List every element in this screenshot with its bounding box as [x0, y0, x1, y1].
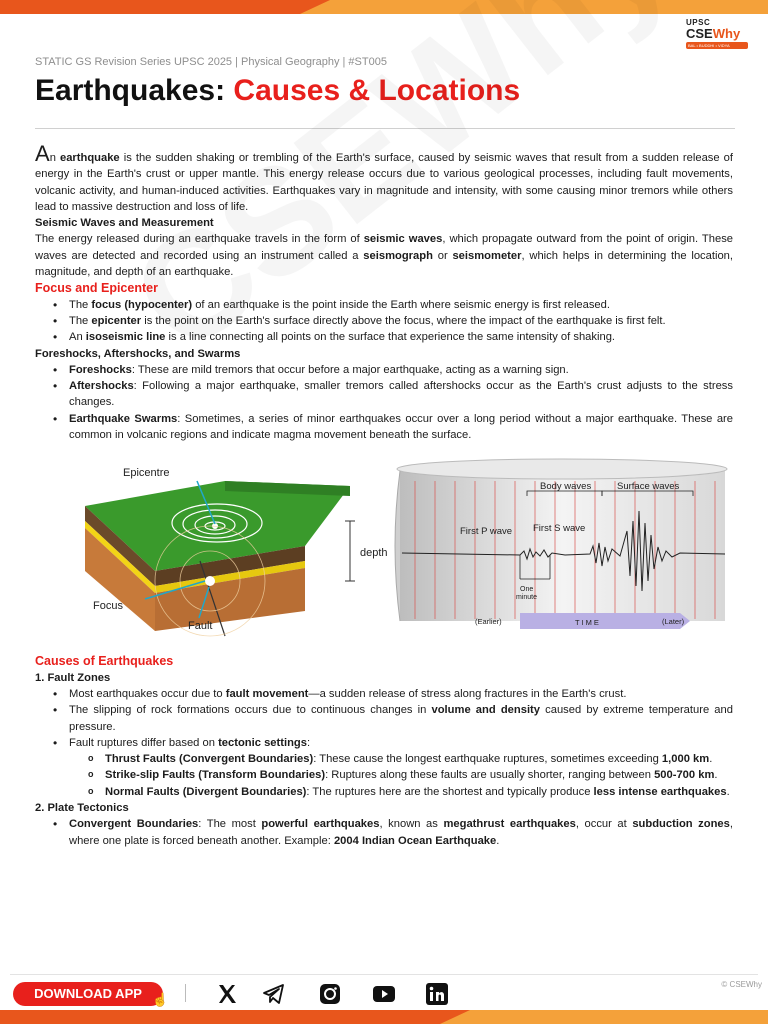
label-earlier: (Earlier) [475, 617, 502, 627]
page-title: Earthquakes: Causes & Locations [35, 74, 521, 107]
copyright-text: © CSEWhy [721, 980, 762, 989]
series-caption: STATIC GS Revision Series UPSC 2025 | Physical Geography | #ST005 [35, 56, 387, 68]
logo-wordmark: CSEWhy [686, 26, 741, 41]
instagram-icon[interactable] [318, 982, 342, 1006]
footer-divider [10, 974, 758, 975]
focus-list [69, 297, 733, 346]
title-divider [35, 128, 735, 129]
list-item: • Most earthquakes occur due to fault movement—a sudden release of stress along fractures in the Earth's crust. [69, 686, 733, 702]
download-app-button[interactable]: DOWNLOAD APP [13, 982, 163, 1006]
x-icon[interactable] [215, 982, 239, 1006]
subheading-seismic-waves: Seismic Waves and Measurement [35, 217, 214, 230]
telegram-icon[interactable] [262, 982, 286, 1006]
plate-tectonics-list [69, 816, 733, 849]
list-item: o Thrust Faults (Convergent Boundaries): These cause the longest earthquake ruptures, sometimes exceeding 1,000 km. [105, 751, 733, 767]
fault-types-sublist [105, 751, 733, 800]
label-one-minute-1: One [520, 586, 534, 594]
intro-paragraph: An earthquake is the sudden shaking or trembling of the Earth's surface, caused by seismic waves that result from a sudden release of energy in the Earth's crust or upper mantle. This energy release occurs due to various geological processes, including fault movements, volcanic activity, and human-induced activities. Earthquakes vary in magnitude and intensity, with some causing minor tremors while others lead to massive destruction and loss of life. [35, 141, 733, 213]
seismic-paragraph: The energy released during an earthquake travels in the form of seismic waves, which propagate outward from the point of origin. These waves are detected and recorded using an instrument called a seismograph or seismometer, which helps in determining the location, magnitude, and depth of an earthquake. [35, 233, 734, 279]
list-item: o Strike-slip Faults (Transform Boundaries): Ruptures along these faults are usually shorter, ranging between 500-700 km. [105, 767, 733, 783]
label-focus: Focus [93, 600, 123, 613]
list-item: • Earthquake Swarms: Sometimes, a series of minor earthquakes occur over a long period without a major earthquake. These are common in volcanic regions and indicate magma movement beneath the surface. [69, 411, 733, 444]
list-item: • Convergent Boundaries: The most powerful earthquakes, known as megathrust earthquakes, occur at subduction zones, where one plate is forced beneath another. Example: 2004 Indian Ocean Earthquake. [69, 816, 733, 849]
csewhy-logo[interactable] [686, 18, 748, 54]
list-item: • The epicenter is the point on the Earth's surface directly above the focus, where the impact of the earthquake is first felt. [69, 313, 733, 329]
linkedin-icon[interactable] [425, 982, 449, 1006]
shocks-list [69, 362, 733, 443]
label-body-waves: Body waves [540, 481, 592, 493]
label-first-p-wave: First P wave [460, 526, 513, 538]
list-item: • Foreshocks: These are mild tremors that occur before a major earthquake, acting as a warning sign. [69, 362, 733, 378]
pointer-cursor-icon: ☝ [152, 992, 169, 1007]
label-first-s-wave: First S wave [533, 523, 586, 535]
label-one-minute-2: minute [516, 594, 538, 602]
list-item: • The slipping of rock formations occurs due to continuous changes in volume and density caused by extreme temperature and pressure. [69, 702, 733, 735]
label-surface-waves: Surface waves [617, 481, 680, 493]
label-fault: Fault [188, 620, 213, 633]
label-depth: depth [360, 547, 388, 560]
youtube-icon[interactable] [372, 982, 396, 1006]
subheading-fault-zones: 1. Fault Zones [35, 671, 111, 684]
list-item: • Fault ruptures differ based on tectonic settings: o Thrust Faults (Convergent Boundaries): These cause the longest earthquake ruptures, sometimes exceeding 1,000 km. o Strike-slip Faults (Transform Boundaries): Ruptures along these faults are usually shorter, ranging between 500-700 km. o Normal Faults (Divergent Boundaries): The ruptures here are the shortest and typically produce less intense earthquakes. [69, 735, 733, 800]
list-item: • The focus (hypocenter) of an earthquake is the point inside the Earth where seismic energy is first released. [69, 297, 733, 313]
list-item: • An isoseismic line is a line connecting all points on the surface that experience the same intensity of shaking. [69, 329, 733, 345]
label-time: TIME [575, 618, 601, 628]
logo-tagline: BAL • BUDDHI • VIDYA [686, 42, 748, 49]
heading-focus-epicenter: Focus and Epicenter [35, 281, 158, 296]
logo-line-upsc: UPSC [686, 18, 711, 27]
list-item: • Aftershocks: Following a major earthquake, smaller tremors called aftershocks occur as the Earth's crust adjusts to the stress changes. [69, 378, 733, 411]
focus-epicentre-diagram [75, 461, 388, 641]
heading-causes: Causes of Earthquakes [35, 654, 174, 669]
fault-zones-list [69, 686, 733, 800]
subheading-foreshocks: Foreshocks, Aftershocks, and Swarms [35, 347, 241, 360]
subheading-plate-tectonics: 2. Plate Tectonics [35, 802, 129, 815]
figures-row [35, 451, 733, 647]
top-decorative-band [0, 0, 768, 14]
label-epicentre: Epicentre [123, 467, 170, 480]
list-item: o Normal Faults (Divergent Boundaries): The ruptures here are the shortest and typically produce less intense earthquakes. [105, 784, 733, 800]
bottom-decorative-band [0, 1010, 768, 1024]
label-later: (Later) [662, 617, 685, 627]
main-content [35, 141, 734, 849]
seismograph-diagram [390, 451, 733, 647]
footer-vertical-divider [185, 984, 186, 1002]
